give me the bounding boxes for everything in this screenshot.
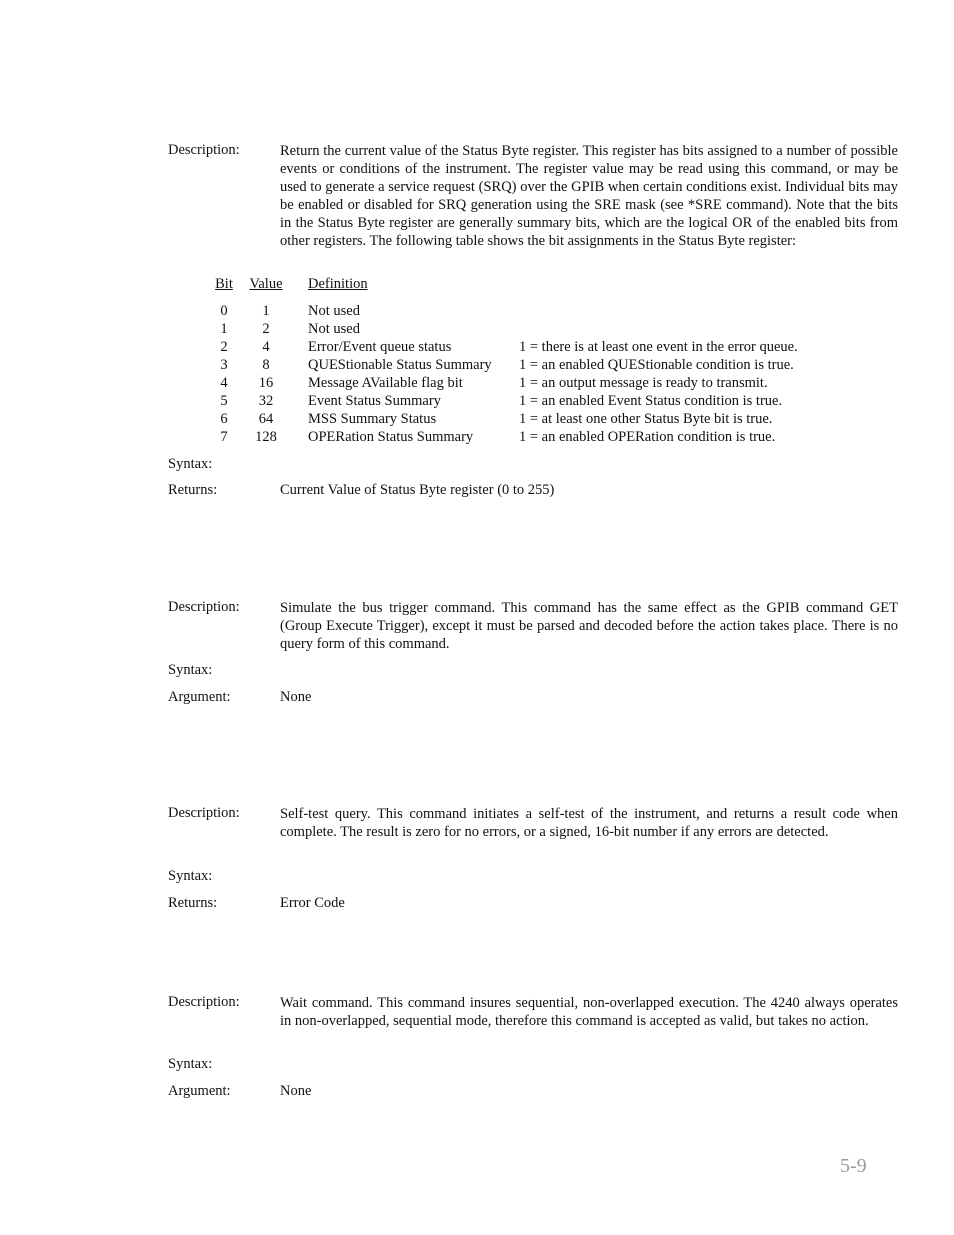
table-cell-definition: Event Status Summary	[308, 393, 441, 409]
table-cell-bit: 7	[220, 429, 228, 445]
table-cell-value: 4	[262, 339, 270, 355]
table-cell-note: 1 = at least one other Status Byte bit is true.	[519, 411, 773, 427]
returns-value: Current Value of Status Byte register (0 to 255)	[280, 482, 555, 498]
syntax-label: Syntax:	[168, 868, 213, 884]
table-cell-bit: 6	[220, 411, 228, 427]
returns-label: Returns:	[168, 482, 218, 498]
argument-label: Argument:	[168, 1083, 231, 1099]
table-cell-value: 128	[255, 429, 277, 445]
table-header-bit: Bit	[215, 276, 233, 292]
table-cell-value: 1	[262, 303, 270, 319]
page-number: 5-9	[840, 1155, 867, 1177]
table-cell-definition: Not used	[308, 321, 360, 337]
table-cell-definition: MSS Summary Status	[308, 411, 437, 427]
argument-label: Argument:	[168, 689, 231, 705]
description-text: Wait command. This command insures sequential, non-overlapped execution. The 4240 always operates in non-overlapped, sequential mode, therefore this command is accepted as valid, but takes no action.	[280, 995, 898, 1029]
description-label: Description:	[168, 599, 240, 615]
returns-label: Returns:	[168, 895, 218, 911]
table-cell-definition: OPERation Status Summary	[308, 429, 474, 445]
table-cell-bit: 0	[220, 303, 228, 319]
table-cell-bit: 4	[220, 375, 228, 391]
description-text: Simulate the bus trigger command. This command has the same effect as the GPIB command GET (Group Execute Trigger), except it must be parsed and decoded before the action takes place. There is no query form of this command.	[280, 600, 898, 652]
description-label: Description:	[168, 142, 240, 158]
table-cell-value: 16	[258, 375, 274, 391]
table-cell-value: 64	[258, 411, 274, 427]
table-cell-bit: 2	[220, 339, 228, 355]
description-label: Description:	[168, 994, 240, 1010]
table-cell-definition: QUEStionable Status Summary	[308, 357, 492, 373]
table-cell-bit: 3	[220, 357, 228, 373]
table-cell-note: 1 = an output message is ready to transmit.	[519, 375, 768, 391]
argument-value: None	[280, 689, 312, 705]
argument-value: None	[280, 1083, 312, 1099]
syntax-label: Syntax:	[168, 662, 213, 678]
description-text: Self-test query. This command initiates a self-test of the instrument, and returns a result code when complete. The result is zero for no errors, or a signed, 16-bit number if any errors are detected.	[280, 806, 898, 840]
table-cell-bit: 5	[220, 393, 228, 409]
syntax-label: Syntax:	[168, 456, 213, 472]
table-cell-definition: Error/Event queue status	[308, 339, 452, 355]
table-header-value: Value	[249, 276, 283, 292]
syntax-label: Syntax:	[168, 1056, 213, 1072]
table-cell-bit: 1	[220, 321, 228, 337]
table-cell-note: 1 = an enabled OPERation condition is true.	[519, 429, 776, 445]
table-cell-value: 8	[262, 357, 270, 373]
table-cell-definition: Not used	[308, 303, 360, 319]
table-cell-value: 2	[262, 321, 270, 337]
description-label: Description:	[168, 805, 240, 821]
description-text: Return the current value of the Status Byte register. This register has bits assigned to a number of possible events or conditions of the instrument. The register value may be read using this command, or may be used to generate a service request (SRQ) over the GPIB when certain conditions exist. Individual bits may be enabled or disabled for SRQ generation using the SRE mask (see *SRE command). Note that the bits in the Status Byte register are generally summary bits, which are the logical OR of the enabled bits from other registers. The following table shows the bit assignments in the Status Byte register:	[280, 143, 898, 249]
table-cell-definition: Message AVailable flag bit	[308, 375, 463, 391]
table-header-definition: Definition	[308, 276, 368, 292]
table-cell-note: 1 = an enabled Event Status condition is true.	[519, 393, 783, 409]
table-cell-value: 32	[258, 393, 274, 409]
returns-value: Error Code	[280, 895, 345, 911]
table-cell-note: 1 = there is at least one event in the error queue.	[519, 339, 798, 355]
table-cell-note: 1 = an enabled QUEStionable condition is true.	[519, 357, 794, 373]
